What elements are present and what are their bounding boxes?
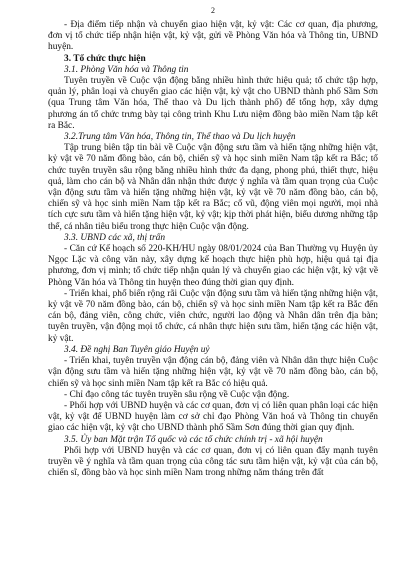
section-heading: 3. Tổ chức thực hiện [64,53,146,64]
section-heading: 3.1. Phòng Văn hóa và Thông tin [64,64,189,75]
paragraph: Tuyên truyền về Cuộc vận động bằng nhiều hình thức hiệu quả; tổ chức tập hợp, quản lý, phân loại và chuyển giao các hiện vật, kỷ vật cho UBND thành phố Sầm Sơn (qua Trung tâm Văn hóa, Thể thao và Du lịch thành phố) để tổng hợp, xây dựng phương án tổ chức trưng bày tại công trình Khu Lưu niệm đồng bào miền Nam tập kết ra Bắc. [48,76,378,131]
page-number: 2 [211,6,215,15]
paragraph: Tập trung biên tập tin bài về Cuộc vận động sưu tầm và hiến tặng những hiện vật, kỷ vật về 70 năm đồng bào, cán bộ, chiến sỹ và học sinh miền Nam tập kết ra Bắc; tổ chức tuyên truyền sâu rộng bằng nhiều hình thức đa dạng, phong phú, thiết thực, hiệu quả, làm cho cán bộ và Nhân dân nhận thức được ý nghĩa và tầm quan trọng của Cuộc vận động sưu tầm và hiến tặng những hiện vật, kỷ vật về 70 năm đồng bào, cán bộ, chiến sỹ và học sinh miền Nam tập kết ra Bắc; cổ vũ, động viên mọi người, mọi nhà tích cực sưu tầm và hiến tặng hiện vật, kỷ vật; kịp thời phát hiện, biểu dương những tập thể, cá nhân tiêu biểu trong thực hiện Cuộc vận động. [48,143,378,232]
paragraph: - Triển khai, phổ biến rộng rãi Cuộc vận động sưu tầm và hiến tặng những hiện vật, kỷ vật về 70 năm đồng bào, cán bộ, chiến sỹ và học sinh miền Nam tập kết ra Bắc đến cán bộ, đảng viên, công chức, viên chức, người lao động và Nhân dân trên địa bàn; tuyên truyền, vận động mọi tổ chức, cá nhân thực hiện sưu tầm, hiến tặng các hiện vật, kỷ vật. [48,288,378,344]
document-body [48,20,378,479]
section-heading: 3.3. UBND các xã, thị trấn [64,232,166,243]
paragraph: - Địa điểm tiếp nhận và chuyển giao hiện vật, kỷ vật: Các cơ quan, địa phương, đơn vị tổ chức tiếp nhận hiện vật, kỷ vật, gửi về Phòng Văn hóa và Thông tin, UBND huyện. [48,20,378,53]
paragraph: Phối hợp với UBND huyện và các cơ quan, đơn vị có liên quan đẩy mạnh tuyên truyền về ý nghĩa và tầm quan trọng của công tác sưu tầm hiện vật, kỷ vật của cán bộ, chiến sĩ, đồng bào và học sinh miền Nam trong những năm tháng trên đất [48,445,378,479]
section-heading: 3.4. Đề nghị Ban Tuyên giáo Huyện uỷ [64,344,210,355]
paragraph: - Triển khai, tuyên truyền vận động cán bộ, đảng viên và Nhân dân thực hiện Cuộc vận động sưu tầm và hiến tặng những hiện vật, kỷ vật về 70 năm đồng bào, cán bộ, chiến sỹ và học sinh miền Nam tập kết ra Bắc có hiệu quả. [48,356,378,389]
paragraph: - Phối hợp với UBND huyện và các cơ quan, đơn vị có liên quan phân loại các hiện vật, kỷ vật để UBND huyện làm cơ sở chỉ đạo Phòng Văn hoá và Thông tin chuyển giao các hiện vật, kỷ vật cho UBND thành phố Sầm Sơn đúng thời gian quy định. [48,400,378,434]
paragraph: - Chỉ đạo công tác tuyên truyền sâu rộng về Cuộc vận động. [64,389,290,400]
section-heading: 3.2.Trung tâm Văn hóa, Thông tin, Thể thao và Du lịch huyện [64,132,296,143]
paragraph: - Căn cứ Kế hoạch số 220-KH/HU ngày 08/01/2024 của Ban Thường vụ Huyện ủy Ngọc Lặc và công văn này, xây dựng kế hoạch thực hiện phù hợp, hiệu quả tại địa phương, đơn vị mình; tổ chức tiếp nhận quản lý và chuyển giao các hiện vật, kỷ vật về Phòng Văn hóa và Thông tin huyện theo đúng thời gian quy định. [48,244,378,288]
section-heading: 3.5. Ủy ban Mặt trận Tổ quốc và các tổ chức chính trị - xã hội huyện [64,434,323,445]
